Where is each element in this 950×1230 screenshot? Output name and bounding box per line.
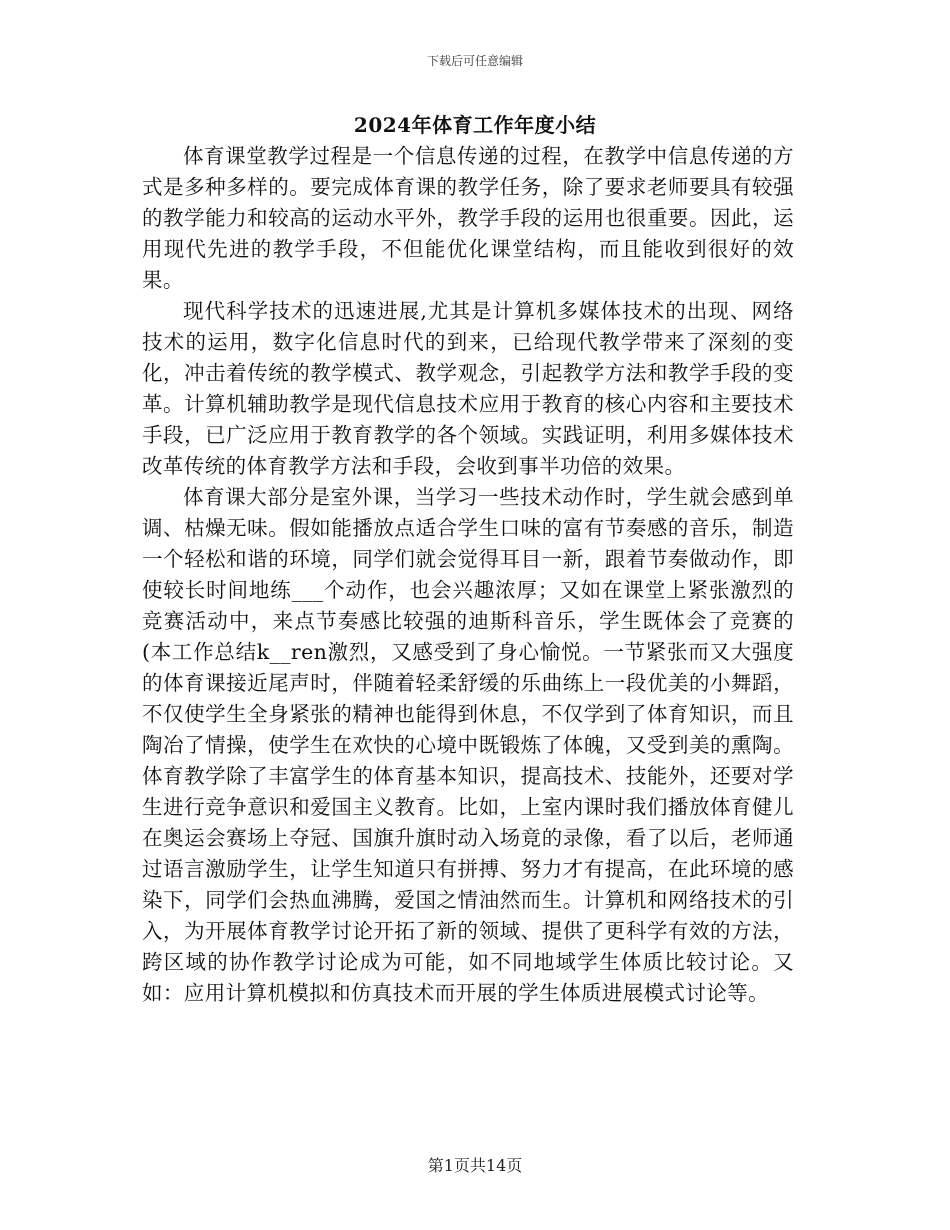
header-note: 下载后可任意编辑 bbox=[426, 54, 523, 68]
page-number: 第1页共14页 bbox=[427, 1156, 523, 1175]
paragraph-1: 体育课堂教学过程是一个信息传递的过程，在教学中信息传递的方式是多种多样的。要完成体育课的教学任务，除了要求老师要具有较强的教学能力和较高的运动水平外，教学手段的运用也很重要。因此，运用现代先进的教学手段，不但能优化课堂结构，而且能收到很好的效果。 bbox=[142, 144, 794, 292]
document-title: 2024年体育工作年度小结 bbox=[353, 113, 597, 137]
document-body bbox=[142, 141, 794, 1009]
paragraph-3: 体育课大部分是室外课，当学习一些技术动作时，学生就会感到单调、枯燥无味。假如能播放点适合学生口味的富有节奏感的音乐，制造一个轻松和谐的环境，同学们就会觉得耳目一新，跟着节奏做动作，即使较长时间地练___个动作，也会兴趣浓厚；又如在课堂上紧张激烈的竞赛活动中，来点节奏感比较强的迪斯科音乐，学生既体会了竞赛的(本工作总结k__ren激烈，又感受到了身心愉悦。一节紧张而又大强度的体育课接近尾声时，伴随着轻柔舒缓的乐曲练上一段优美的小舞蹈，不仅使学生全身紧张的精神也能得到休息，不仅学到了体育知识，而且陶冶了情操，使学生在欢快的心境中既锻炼了体魄，又受到美的熏陶。体育教学除了丰富学生的体育基本知识，提高技术、技能外，还要对学生进行竞争意识和爱国主义教育。比如，上室内课时我们播放体育健儿在奥运会赛场上夺冠、国旗升旗时动入场竟的录像，看了以后，老师通过语言激励学生，让学生知道只有拼搏、努力才有提高，在此环境的感染下，同学们会热血沸腾，爱国之情油然而生。计算机和网络技术的引入，为开展体育教学讨论开拓了新的领域、提供了更科学有效的方法，跨区域的协作教学讨论成为可能，如不同地域学生体质比较讨论。又如：应用计算机模拟和仿真技术而开展的学生体质进展模式讨论等。 bbox=[142, 485, 794, 1005]
paragraph-2: 现代科学技术的迅速进展,尤其是计算机多媒体技术的出现、网络技术的运用，数字化信息时代的到来，已给现代教学带来了深刻的变化，冲击着传统的教学模式、教学观念，引起教学方法和教学手段的变革。计算机辅助教学是现代信息技术应用于教育的核心内容和主要技术手段，已广泛应用于教育教学的各个领域。实践证明，利用多媒体技术改革传统的体育教学方法和手段，会收到事半功倍的效果。 bbox=[142, 299, 794, 478]
